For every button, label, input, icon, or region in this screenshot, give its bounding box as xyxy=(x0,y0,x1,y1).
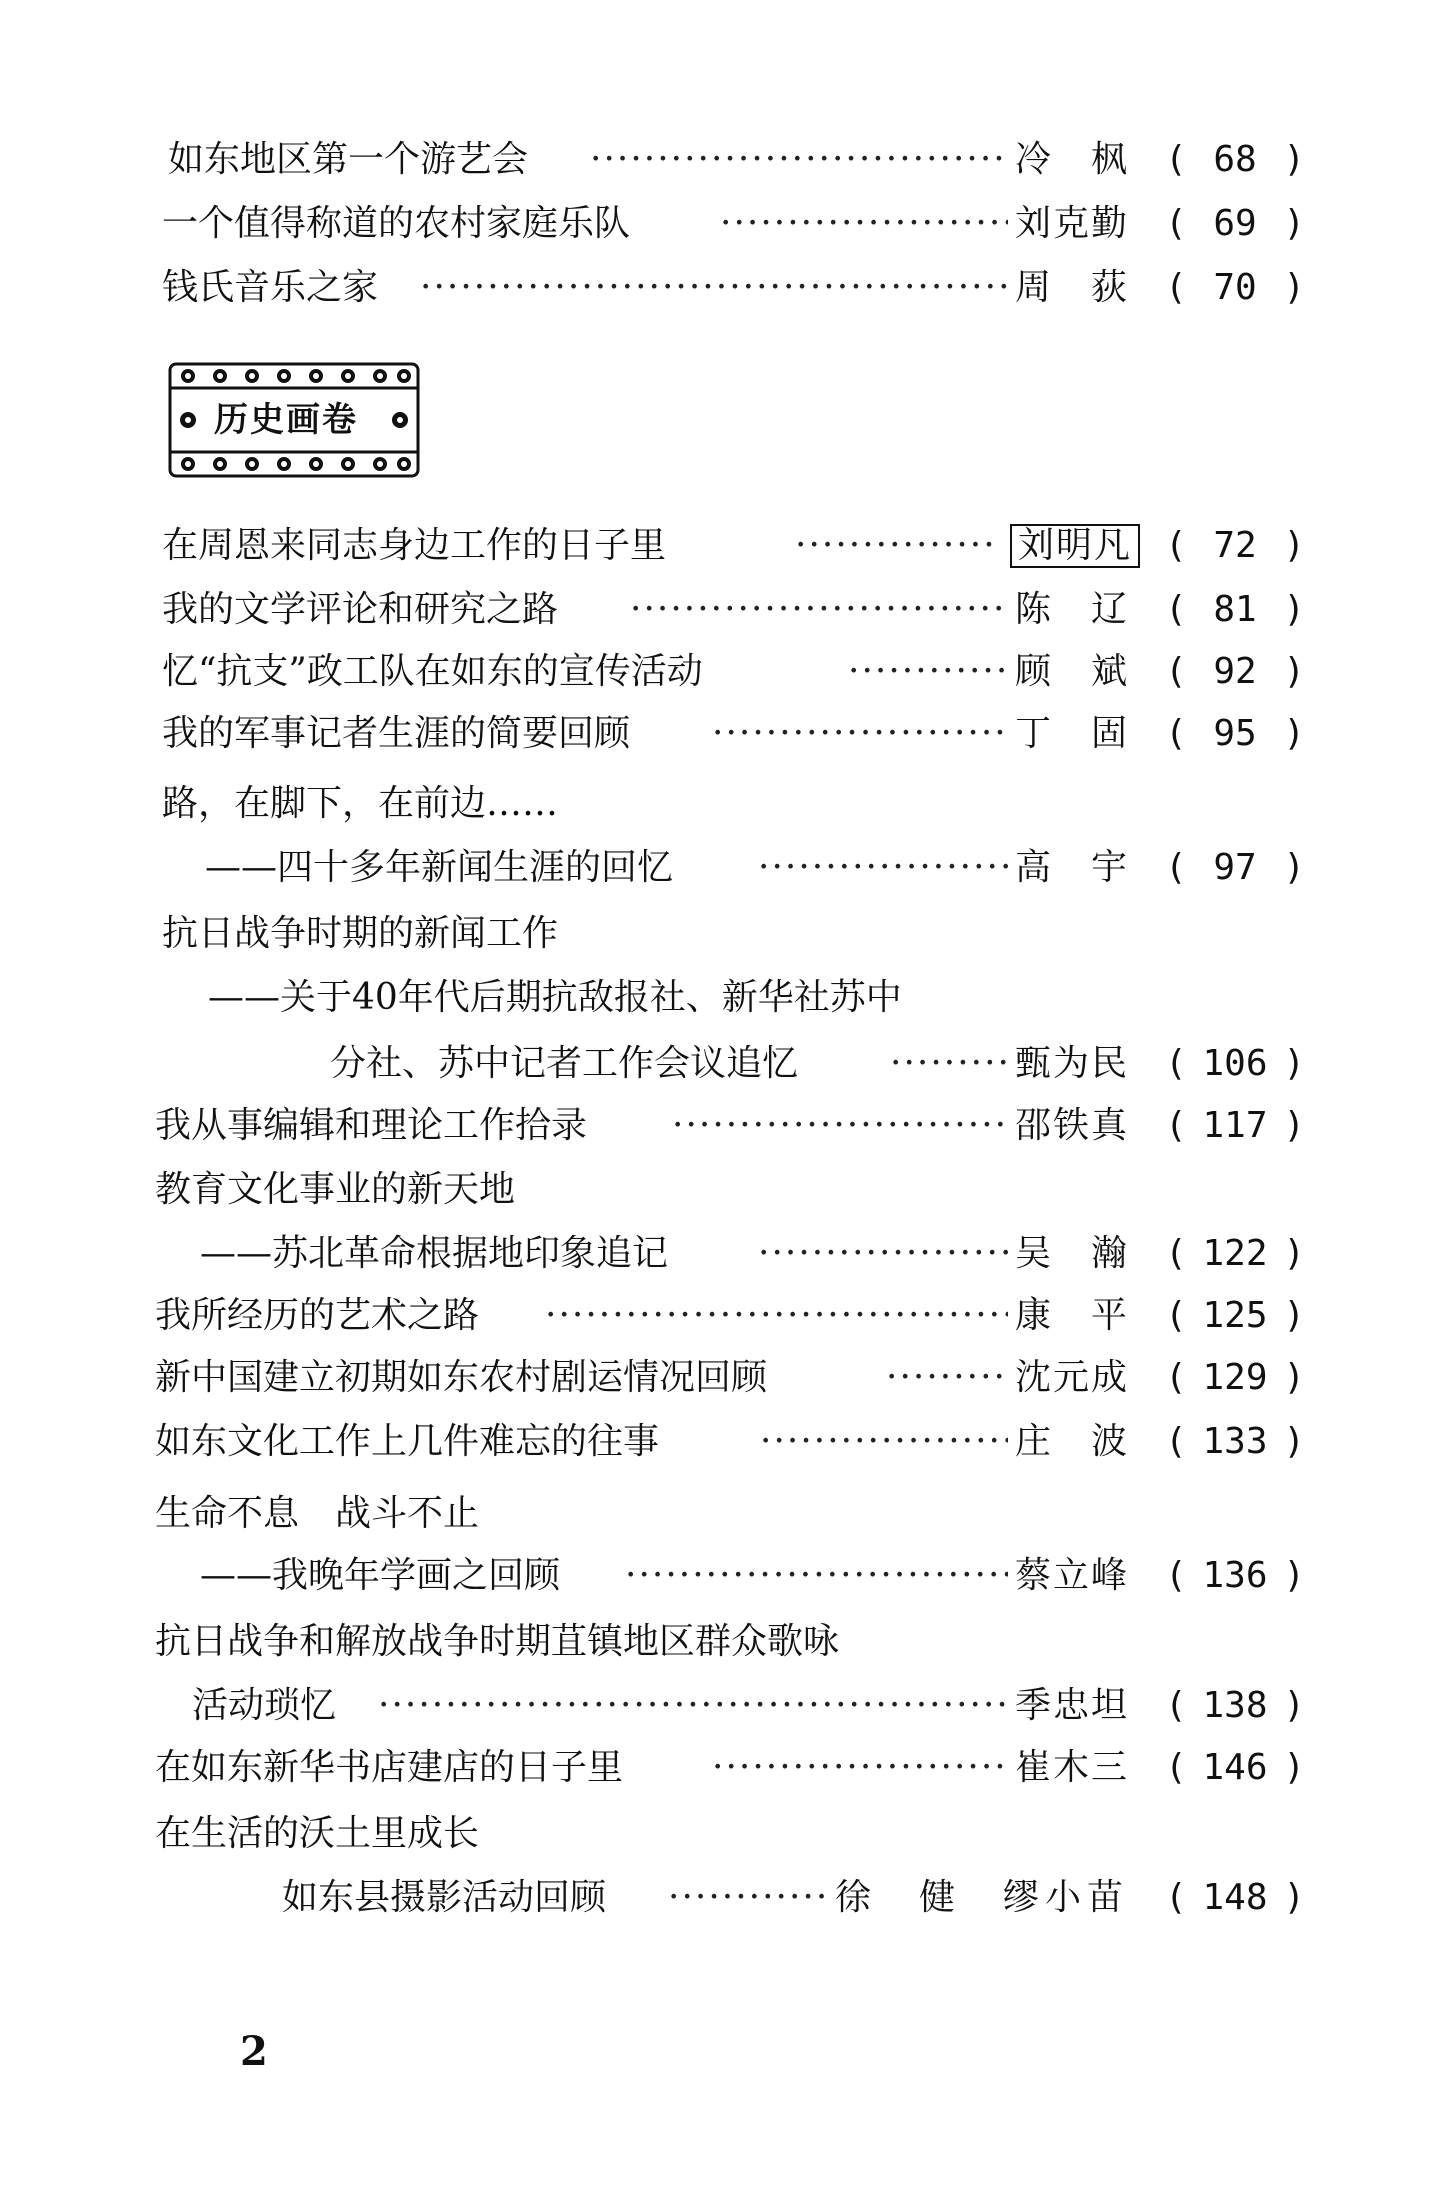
entry-page: ( 97 ) xyxy=(1165,847,1305,888)
entry-title: 生命不息 战斗不止 xyxy=(155,1493,480,1534)
leader-dots xyxy=(712,1740,1008,1796)
entry-author: 季忠坦 xyxy=(1015,1685,1130,1726)
toc-entry-heading xyxy=(0,1162,1443,1218)
toc-entry-heading xyxy=(0,776,1443,832)
entry-page: ( 72 ) xyxy=(1165,525,1305,566)
toc-entry xyxy=(0,706,1443,762)
entry-author: 丁 固 xyxy=(1015,713,1130,754)
toc-entry xyxy=(0,644,1443,700)
entry-page: ( 95 ) xyxy=(1165,713,1305,754)
leader-dots xyxy=(712,706,1008,762)
section-title: 历史画卷 xyxy=(214,400,358,440)
entry-author: 顾 斌 xyxy=(1015,651,1130,692)
entry-page: ( 148 ) xyxy=(1165,1877,1305,1918)
entry-page: ( 81 ) xyxy=(1165,589,1305,630)
leader-dots xyxy=(545,1288,1008,1344)
entry-author: 邵铁真 xyxy=(1015,1105,1130,1146)
leader-dots xyxy=(590,132,1008,188)
entry-author: 沈元成 xyxy=(1015,1357,1130,1398)
entry-title: 新中国建立初期如东农村剧运情况回顾 xyxy=(155,1357,768,1398)
entry-author: 吴 瀚 xyxy=(1015,1233,1130,1274)
toc-entry-heading xyxy=(0,906,1443,962)
leader-dots xyxy=(758,1226,1008,1282)
leader-dots xyxy=(890,1036,1008,1092)
leader-dots xyxy=(720,196,1008,252)
entry-title: 如东地区第一个游艺会 xyxy=(168,139,529,180)
entry-title: 我从事编辑和理论工作拾录 xyxy=(155,1105,588,1146)
entry-page: ( 133 ) xyxy=(1165,1421,1305,1462)
entry-title: 我的军事记者生涯的简要回顾 xyxy=(162,713,631,754)
entry-author: 冷 枫 xyxy=(1015,139,1130,180)
toc-entry xyxy=(0,1226,1443,1282)
entry-author: 刘明凡 xyxy=(1010,524,1140,568)
entry-page: ( 69 ) xyxy=(1165,203,1305,244)
toc-entry xyxy=(0,1036,1443,1092)
entry-author: 康 平 xyxy=(1015,1295,1130,1336)
leader-dots xyxy=(378,1678,1008,1734)
entry-author: 庄 波 xyxy=(1015,1421,1130,1462)
leader-dots xyxy=(848,644,1008,700)
entry-title: 抗日战争时期的新闻工作 xyxy=(162,913,559,954)
toc-entry xyxy=(0,1870,1443,1926)
entry-page: ( 146 ) xyxy=(1165,1747,1305,1788)
leader-dots xyxy=(672,1098,1008,1154)
section-banner xyxy=(168,362,420,478)
entry-title: 在周恩来同志身边工作的日子里 xyxy=(162,525,667,566)
toc-entry xyxy=(0,1098,1443,1154)
entry-page: ( 122 ) xyxy=(1165,1233,1305,1274)
entry-title: 忆“抗支”政工队在如东的宣传活动 xyxy=(162,651,703,692)
leader-dots xyxy=(625,1548,1008,1604)
entry-subtitle: 活动琐忆 xyxy=(192,1685,337,1726)
entry-subtitle: ——苏北革命根据地印象追记 xyxy=(200,1233,669,1274)
entry-title: 如东文化工作上几件难忘的往事 xyxy=(155,1421,660,1462)
entry-title: 在生活的沃土里成长 xyxy=(155,1813,480,1854)
toc-entry xyxy=(0,518,1443,574)
entry-title: 教育文化事业的新天地 xyxy=(155,1169,516,1210)
entry-page: ( 70 ) xyxy=(1165,267,1305,308)
entry-page: ( 136 ) xyxy=(1165,1555,1305,1596)
entry-page: ( 125 ) xyxy=(1165,1295,1305,1336)
leader-dots xyxy=(886,1350,1008,1406)
entry-page: ( 129 ) xyxy=(1165,1357,1305,1398)
entry-title: 我的文学评论和研究之路 xyxy=(162,589,559,630)
entry-title: 路，在脚下，在前边…… xyxy=(162,783,559,824)
toc-entry-heading xyxy=(0,1486,1443,1542)
leader-dots xyxy=(795,518,1000,574)
entry-author: 陈 辽 xyxy=(1015,589,1130,630)
entry-page: ( 68 ) xyxy=(1165,139,1305,180)
entry-subtitle: ——我晚年学画之回顾 xyxy=(200,1555,561,1596)
entry-author: 高 宇 xyxy=(1015,847,1130,888)
entry-page: ( 117 ) xyxy=(1165,1105,1305,1146)
entry-page: ( 92 ) xyxy=(1165,651,1305,692)
leader-dots xyxy=(630,582,1008,638)
toc-entry xyxy=(0,1740,1443,1796)
entry-page: ( 106 ) xyxy=(1165,1043,1305,1084)
entry-subtitle: ——四十多年新闻生涯的回忆 xyxy=(205,847,674,888)
toc-entry xyxy=(0,196,1443,252)
toc-entry xyxy=(0,1548,1443,1604)
entry-author: 刘克勤 xyxy=(1015,203,1130,244)
entry-subtitle: 如东县摄影活动回顾 xyxy=(282,1877,607,1918)
toc-entry xyxy=(0,1288,1443,1344)
entry-subtitle: ——关于40年代后期抗敌报社、新华社苏中 xyxy=(208,977,902,1018)
entry-author: 崔木三 xyxy=(1015,1747,1130,1788)
toc-entry xyxy=(0,582,1443,638)
toc-entry-heading xyxy=(0,1806,1443,1862)
page-number: 2 xyxy=(240,2028,268,2075)
entry-title: 我所经历的艺术之路 xyxy=(155,1295,480,1336)
toc-entry xyxy=(0,1414,1443,1470)
toc-entry xyxy=(0,132,1443,188)
toc-entry-heading xyxy=(0,1614,1443,1670)
leader-dots xyxy=(758,840,1008,896)
entry-page: ( 138 ) xyxy=(1165,1685,1305,1726)
leader-dots xyxy=(420,260,1008,316)
toc-entry-heading xyxy=(0,970,1443,1026)
entry-author: 甄为民 xyxy=(1015,1043,1130,1084)
entry-title: 抗日战争和解放战争时期苴镇地区群众歌咏 xyxy=(155,1621,840,1662)
entry-author: 周 荻 xyxy=(1015,267,1130,308)
entry-title: 钱氏音乐之家 xyxy=(162,267,379,308)
entry-subtitle: 分社、苏中记者工作会议追忆 xyxy=(330,1043,799,1084)
entry-author: 蔡立峰 xyxy=(1015,1555,1130,1596)
leader-dots xyxy=(760,1414,1008,1470)
entry-title: 在如东新华书店建店的日子里 xyxy=(155,1747,624,1788)
leader-dots xyxy=(668,1870,828,1926)
toc-entry xyxy=(0,260,1443,316)
toc-entry xyxy=(0,1350,1443,1406)
entry-author: 徐 健 缪小苗 xyxy=(835,1877,1130,1918)
entry-title: 一个值得称道的农村家庭乐队 xyxy=(162,203,631,244)
toc-entry xyxy=(0,840,1443,896)
toc-entry xyxy=(0,1678,1443,1734)
